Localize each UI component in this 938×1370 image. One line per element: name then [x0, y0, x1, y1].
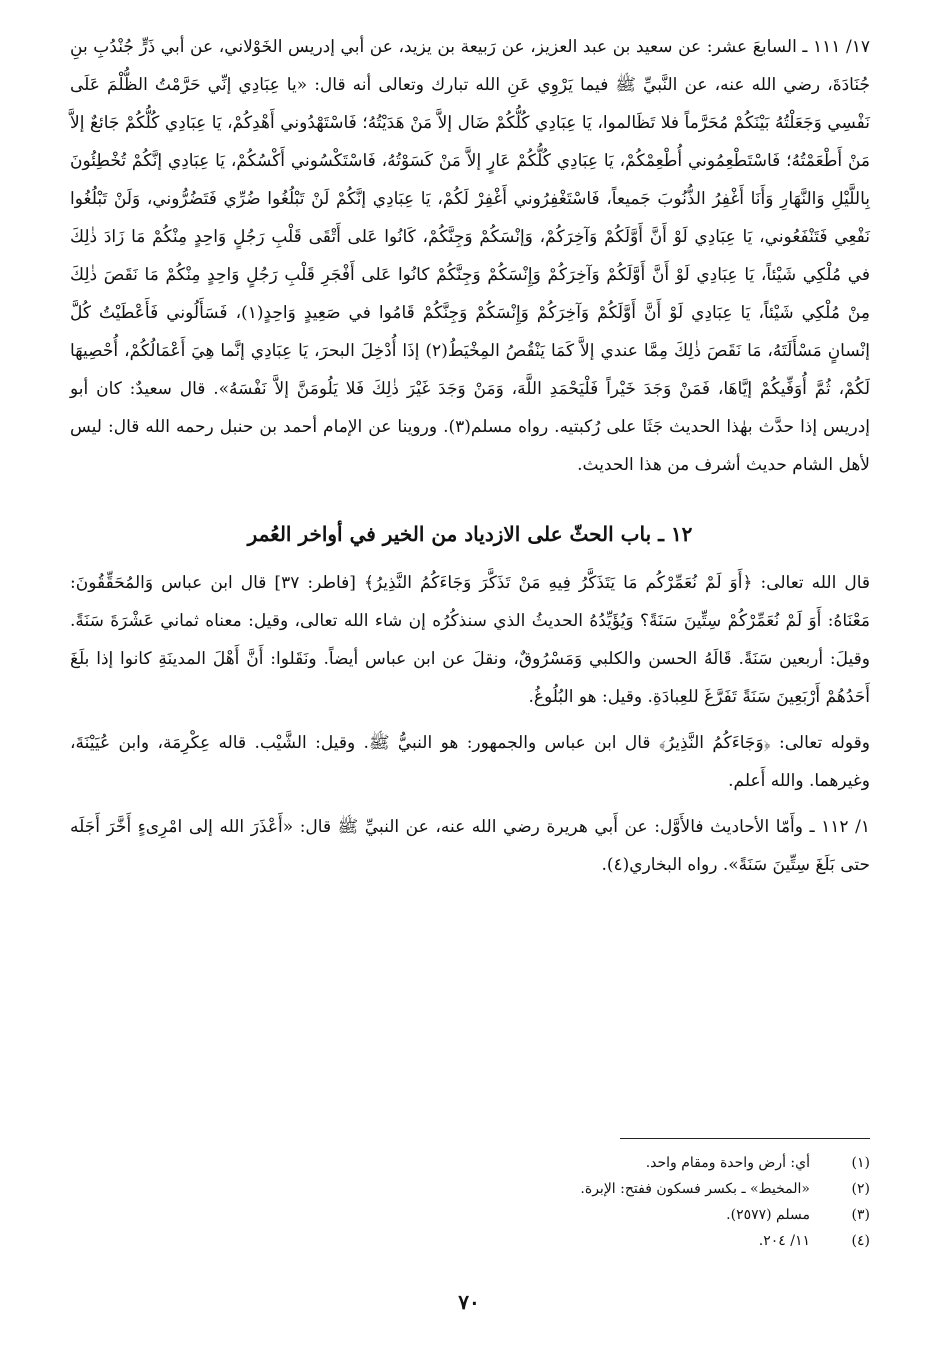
footnote-item [70, 1176, 870, 1202]
page-content [70, 28, 870, 884]
footnote-text: «المخيط» ـ بكسر فسكون ففتح: الإبرة. [580, 1181, 810, 1197]
footnote-item [70, 1202, 870, 1228]
footnote-text: مسلم (٢٥٧٧). [726, 1207, 810, 1223]
footnote-number: (١) [851, 1155, 870, 1171]
footnote-number: (٤) [851, 1233, 870, 1249]
chapter-heading: ١٢ ـ باب الحثّ على الازدياد من الخير في أواخر العُمر [247, 522, 693, 546]
footnote-number: (٣) [851, 1207, 870, 1223]
page-number: ٧٠ [458, 1290, 480, 1314]
hadith-112-paragraph: ١/ ١١٢ ـ وأَمّا الأحاديث فالأَوَّل: عن أَبي هريرة رضي الله عنه، عن النبيِّ ﷺ قال: «أَعْذَرَ الله إلى امْرِىءٍ أَخَّرَ أَجَلَه حتى بَلَغَ سِتِّينَ سَنَةً». رواه البخاري(٤). [70, 817, 870, 875]
footnote-item [70, 1228, 870, 1254]
nadhir-commentary-paragraph: وقوله تعالى: ﴿وَجَاءَكُمُ النَّذِيرُ﴾ قال ابن عباس والجمهور: هو النبيُّ ﷺ. وقيل: الشَّيْب. قاله عِكْرِمَة، وابن عُيَيْنَةَ، وغيرهما. والله أَعلم. [70, 733, 870, 791]
footnotes-list [70, 1150, 870, 1254]
footnote-number: (٢) [851, 1181, 870, 1197]
quran-commentary-paragraph: قال الله تعالى: ﴿أَوَ لَمْ نُعَمِّرْكُم مَا يَتَذَكَّرُ فِيهِ مَنْ تَذَكَّرَ وَجَاءَكُمُ النَّذِيرُ﴾ [فاطر: ٣٧] قال ابن عباس وَالمُحَقِّقُونَ: مَعْنَاهُ: أَوَ لَمْ نُعَمِّرْكُمْ سِتِّينَ سَنَةً؟ وَيُؤَيِّدُهُ الحديثُ الذي سنذكُرُه إن شاء الله تعالى، وقيل: معناه ثماني عَشْرَةَ سَنَةً. وقيلَ: أربعين سَنَةً. قَالَهُ الحسن والكلبي وَمَسْرُوقٌ، ونقلَ عن ابن عباس أيضاً. ونَقَلوا: أَنَّ أَهْلَ المدينَةِ كانوا إذا بلَغَ أَحَدُهُمْ أَرْبَعِينَ سَنَةً تَفَرَّغَ للعِبادَةِ. وقيل: هو البُلُوغُ. [70, 573, 870, 707]
hadith-111-paragraph: ١٧/ ١١١ ـ السابعَ عشر: عن سعيد بن عبد العزيز، عن رَبيعة بن يزيد، عن أبي إدريس الخَوْلاني، عن أبي ذَرٍّ جُنْدُبِ بنِ جُنَادَةَ، رضي الله عنه، عن النَّبيِّ ﷺ فيما يَرْوِي عَنِ الله تبارك وتعالى أنه قال: «يا عِبَادِي إنِّي حَرَّمْتُ الظُّلْمَ عَلَى نَفْسِي وَجَعَلْتُهُ بَيْنَكُمْ مُحَرَّماً فلا تَظَالموا، يَا عِبَادِي كُلُّكُمْ ضَال إلاَّ مَنْ هَدَيْتُهُ؛ فَاسْتَهْدُوني أَهْدِكُمْ، يَا عِبَادِي كُلُّكُمْ جَائعٌ إلاَّ مَنْ أَطْعَمْتُهُ؛ فَاسْتَطْعِمُوني أُطْعِمْكُمْ، يَا عِبَادِي كُلُّكُمْ عَارٍ إلاَّ مَنْ كَسَوْتُهُ، فَاسْتَكْسُوني أَكْسُكُمْ، يَا عِبَادِي إنَّكُمْ تُخْطِئُونَ بِاللَّيْلِ وَالنَّهَارِ وَأَنَا أَغْفِرُ الذُّنُوبَ جَميعاً، فَاسْتَغْفِرُوني أَغْفِرْ لَكُمْ، يَا عِبَادِي إنَّكُمْ لَنْ تَبْلُغُوا ضُرِّي فَتَضُرُّوني، وَلَنْ تَبْلُغُوا نَفْعِي فَتَنْفَعُوني، يَا عِبَادِي لَوْ أَنَّ أَوَّلَكُمْ وَآخِرَكُمْ، وَإنْسَكُمْ وَجِنَّكُمْ، كَانُوا عَلى أَتْقَى قَلْبِ رَجُلٍ وَاحِدٍ مِنْكُمْ مَا زَادَ ذٰلِكَ في مُلْكِي شَيْئاً، يَا عِبَادِي لَوْ أَنَّ أَوَّلَكُمْ وَآخِرَكُمْ وَإِنْسَكُمْ وَجِنَّكُمْ كانُوا عَلى أَفْجَرِ قَلْبِ رَجُلٍ وَاحِدٍ مِنْكُمْ مَا نَقَصَ ذٰلِكَ مِنْ مُلْكِي شَيْئاً، يَا عِبَادِي لَوْ أَنَّ أَوَّلَكُمْ وَآخِرَكُمْ وَإِنْسَكُمْ وَجِنَّكُمْ قَامُوا في صَعِيدٍ وَاحِدٍ(١)، فَسَأَلُوني فَأَعْطَيْتُ كُلَّ إنْسانٍ مَسْأَلَتَهُ، مَا نَقَصَ ذٰلِكَ مِمَّا عندي إلاَّ كَمَا يَنْقُصُ المِخْيَطُ(٢) إذَا أُدْخِلَ البحرَ، يَا عِبَادِي إنَّما هِيَ أَعْمَالُكُمْ، أُحْصِيهَا لَكُمْ، ثُمَّ أُوَفِّيكُمْ إيَّاهَا، فَمَنْ وَجَدَ خَيْراً فَلْيَحْمَدِ اللَّهَ، وَمَنْ وَجَدَ غَيْرَ ذٰلِكَ فَلا يَلُومَنَّ إلاَّ نَفْسَهُ». قال سعيدٌ: كان أبو إدريس إذا حدَّث بهٰذا الحديث جَثَا على رُكبتيه. رواه مسلم(٣). وروينا عن الإمام أحمد بن حنبل رحمه الله قال: ليس لأهل الشام حديث أشرف من هذا الحديث. [70, 37, 871, 475]
footnote-divider [620, 1138, 870, 1139]
footnote-item [70, 1150, 870, 1176]
footnote-text: أي: أرض واحدة ومقام واحد. [645, 1155, 810, 1171]
footnote-text: ١١/ ٢٠٤. [758, 1233, 810, 1249]
